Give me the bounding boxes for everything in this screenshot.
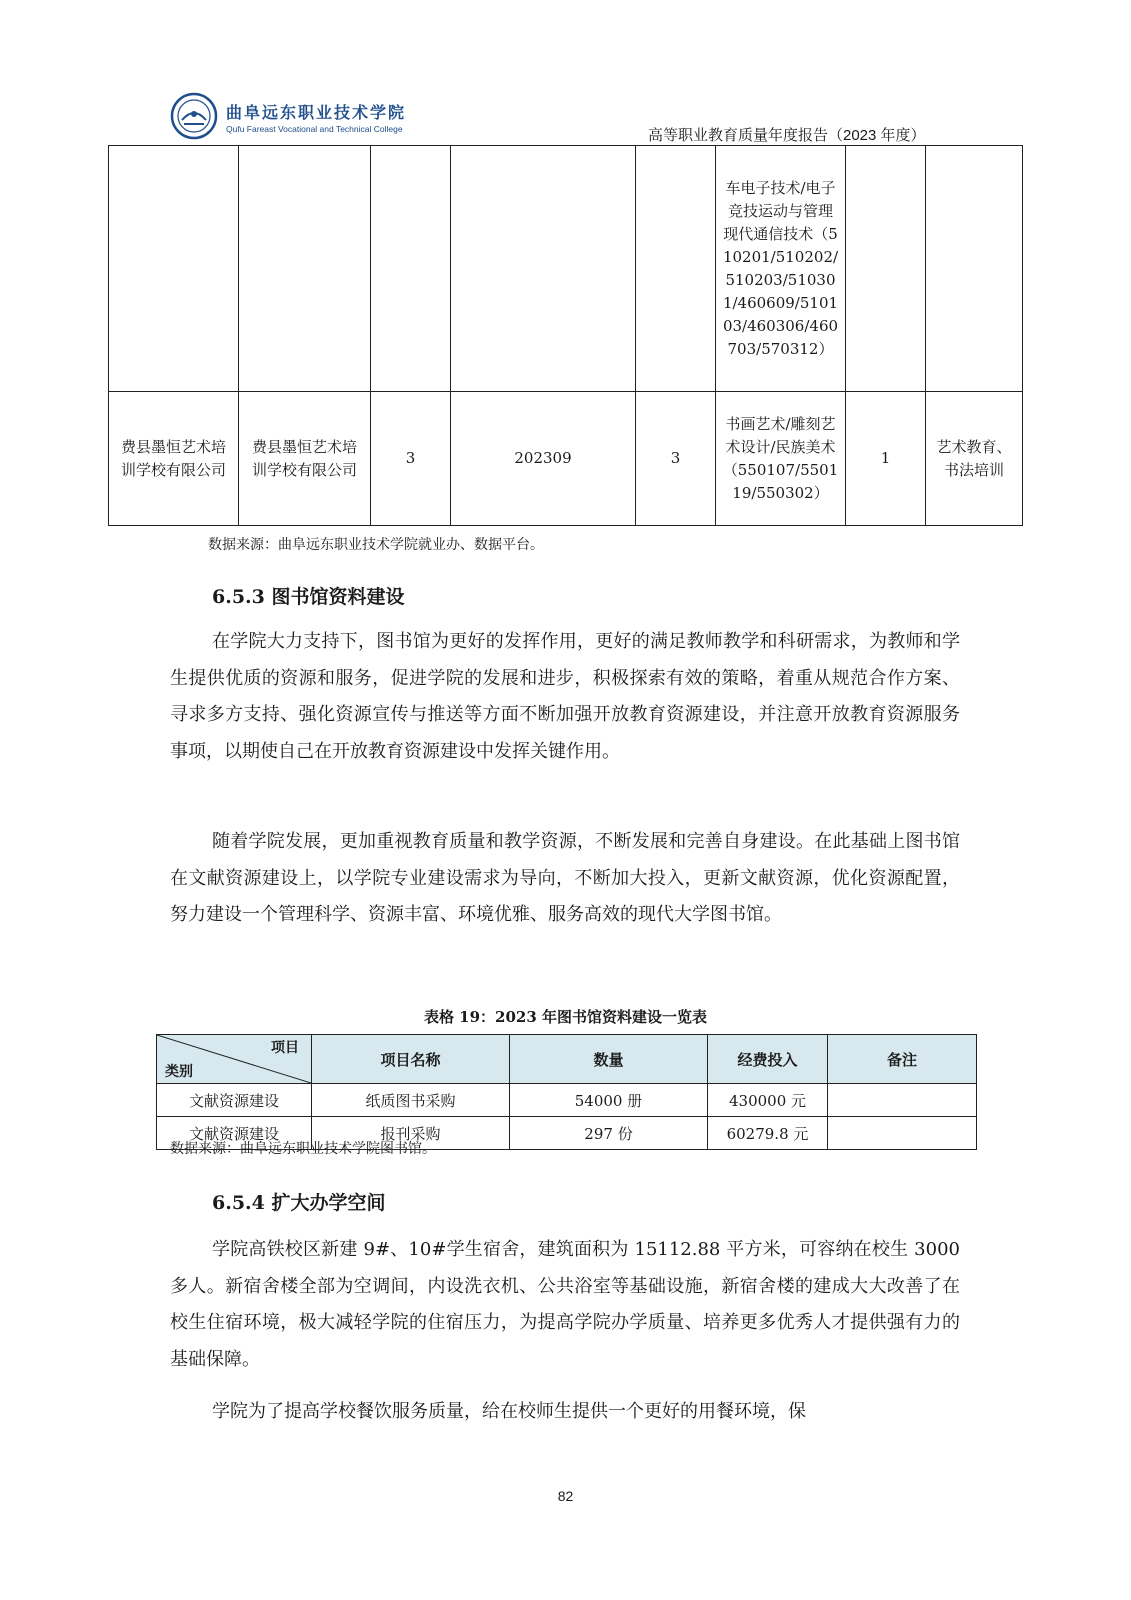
cell-category: 文献资源建设 (157, 1084, 312, 1117)
cell-note (828, 1117, 977, 1150)
diagonal-header-cell (157, 1035, 312, 1084)
table-cell-content: 艺术教育、书法培训 (926, 392, 1023, 526)
table-cell (846, 146, 926, 392)
cooperation-table-continued (108, 145, 1023, 526)
data-source-note: 数据来源：曲阜远东职业技术学院就业办、数据平台。 (208, 537, 544, 553)
report-title: 高等职业教育质量年度报告（2023 年度） (648, 127, 926, 144)
cell-fund: 430000 元 (708, 1084, 828, 1117)
column-header: 项目名称 (312, 1035, 510, 1084)
header-category-label: 类别 (165, 1064, 193, 1080)
cell-category: 文献资源建设 (157, 1117, 312, 1150)
table-cell (451, 146, 636, 392)
cell-name: 报刊采购 (312, 1117, 510, 1150)
page-number: 82 (557, 1488, 574, 1504)
college-logo-english: Qufu Fareast Vocational and Technical College (226, 124, 403, 134)
cell-name: 纸质图书采购 (312, 1084, 510, 1117)
cell-fund: 60279.8 元 (708, 1117, 828, 1150)
section-heading: 6.5.4 扩大办学空间 (212, 1192, 386, 1214)
table-cell: 1 (846, 392, 926, 526)
table-cell-majors: 书画艺术/雕刻艺术设计/民族美术（550107/550119/550302） (716, 392, 846, 526)
table-cell-company: 费县墨恒艺术培训学校有限公司 (239, 392, 371, 526)
library-resources-table (156, 1034, 977, 1150)
body-paragraph: 随着学院发展，更加重视教育质量和教学资源，不断发展和完善自身建设。在此基础上图书馆在文献资源建设上，以学院专业建设需求为导向，不断加大投入，更新文献资源，优化资源配置，努力建设一个管理科学、资源丰富、环境优雅、服务高效的现代大学图书馆。 (170, 831, 960, 926)
table-cell-majors: 车电子技术/电子竞技运动与管理现代通信技术（510201/510202/510203/510301/460609/510103/460306/460703/570312） (716, 146, 846, 392)
body-paragraph: 在学院大力支持下，图书馆为更好的发挥作用，更好的满足教师教学和科研需求，为教师和学生提供优质的资源和服务，促进学院的发展和进步，积极探索有效的策略，着重从规范合作方案、寻求多方支持、强化资源宣传与推送等方面不断加强开放教育资源建设，并注意开放教育资源服务事项，以期使自己在开放教育资源建设中发挥关键作用。 (170, 631, 960, 763)
table-row (109, 392, 1023, 526)
body-paragraph: 学院高铁校区新建 9#、10#学生宿舍，建筑面积为 15112.88 平方米，可容纳在校生 3000 多人。新宿舍楼全部为空调间，内设洗衣机、公共浴室等基础设施，新宿舍楼的建成大大改善了在校生住宿环境，极大减轻学院的住宿压力，为提高学院办学质量、培养更多优秀人才提供强有力的基础保障。 (170, 1239, 960, 1371)
table-cell (926, 146, 1023, 392)
table-cell (239, 146, 371, 392)
column-header: 数量 (510, 1035, 708, 1084)
college-seal-icon (170, 92, 218, 140)
college-logo-name: 曲阜远东职业技术学院 (226, 103, 407, 122)
column-header: 备注 (828, 1035, 977, 1084)
table-cell (636, 146, 716, 392)
table-cell: 3 (636, 392, 716, 526)
table-cell: 3 (371, 392, 451, 526)
section-heading: 6.5.3 图书馆资料建设 (212, 586, 405, 608)
table-row (109, 146, 1023, 392)
table-cell (371, 146, 451, 392)
table-cell-company: 费县墨恒艺术培训学校有限公司 (109, 392, 239, 526)
cell-quantity: 297 份 (510, 1117, 708, 1150)
cell-quantity: 54000 册 (510, 1084, 708, 1117)
table-cell-date: 202309 (451, 392, 636, 526)
column-header: 经费投入 (708, 1035, 828, 1084)
body-paragraph: 学院为了提高学校餐饮服务质量，给在校师生提供一个更好的用餐环境，保 (212, 1401, 806, 1422)
table-cell (109, 146, 239, 392)
table-caption: 表格 19：2023 年图书馆资料建设一览表 (423, 1008, 708, 1026)
cell-note (828, 1084, 977, 1117)
table-header-row (157, 1035, 977, 1084)
header-item-label: 项目 (271, 1040, 299, 1056)
table-row (157, 1084, 977, 1117)
data-source-note: 数据来源：曲阜远东职业技术学院图书馆。 (170, 1141, 436, 1157)
